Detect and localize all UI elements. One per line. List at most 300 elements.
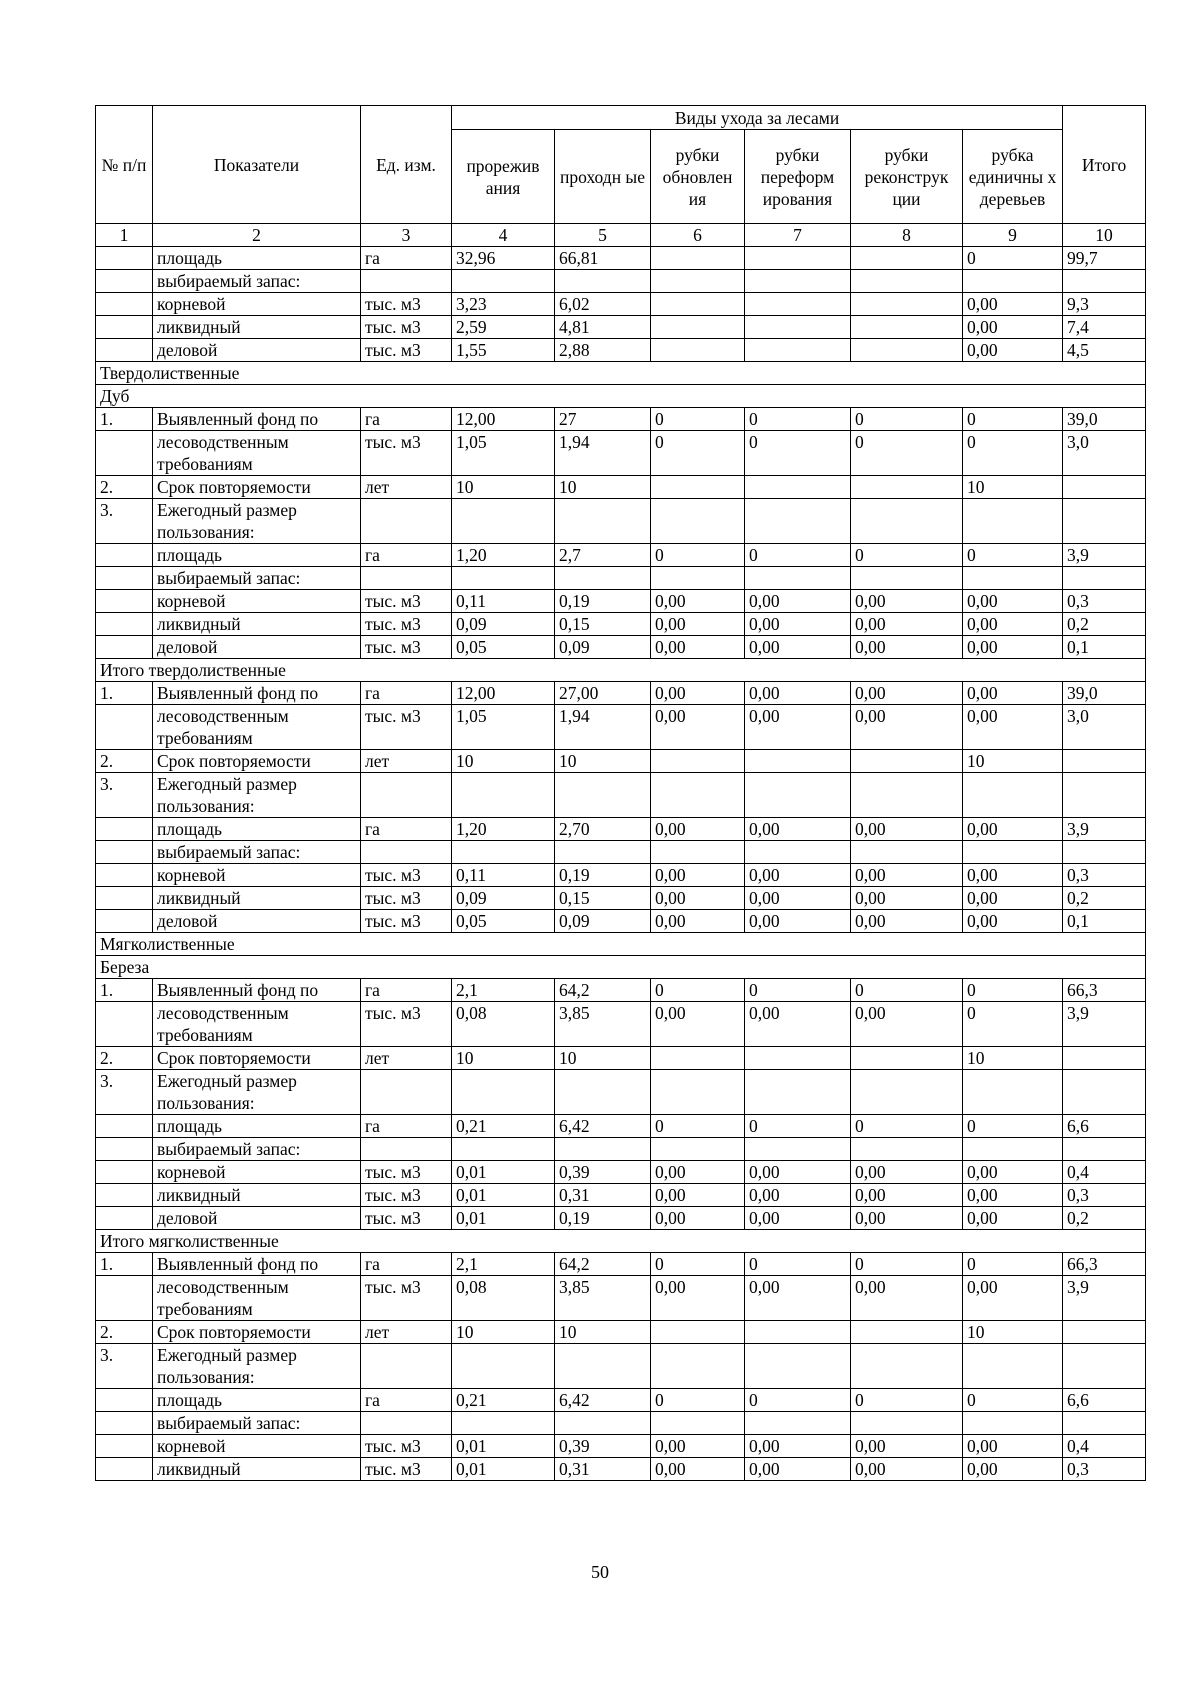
value-cell: 0,00 bbox=[745, 1207, 851, 1230]
row-number bbox=[96, 887, 153, 910]
row-number bbox=[96, 636, 153, 659]
unit-cell: тыс. м3 bbox=[361, 1458, 452, 1481]
value-cell: 0,09 bbox=[452, 613, 555, 636]
value-cell: 0 bbox=[851, 408, 963, 431]
table-row bbox=[96, 1070, 1146, 1115]
section-heading: Итого твердолиственные bbox=[96, 659, 1146, 682]
row-number: 1. bbox=[96, 408, 153, 431]
value-cell bbox=[555, 841, 651, 864]
indicator-label: корневой bbox=[153, 590, 361, 613]
indicator-label: Ежегодный размер пользования: bbox=[153, 499, 361, 544]
value-cell: 0 bbox=[963, 247, 1063, 270]
value-cell: 0,00 bbox=[851, 1002, 963, 1047]
value-cell bbox=[851, 293, 963, 316]
value-cell: 0,00 bbox=[745, 636, 851, 659]
indicator-label: лесоводственным требованиям bbox=[153, 705, 361, 750]
unit-cell: тыс. м3 bbox=[361, 705, 452, 750]
row-number bbox=[96, 270, 153, 293]
value-cell bbox=[555, 1070, 651, 1115]
value-cell: 0,15 bbox=[555, 887, 651, 910]
value-cell bbox=[651, 750, 745, 773]
value-cell: 0,01 bbox=[452, 1161, 555, 1184]
indicator-label: ликвидный bbox=[153, 887, 361, 910]
value-cell: 10 bbox=[963, 1321, 1063, 1344]
value-cell: 1,94 bbox=[555, 431, 651, 476]
value-cell: 2,7 bbox=[555, 544, 651, 567]
total-cell: 0,4 bbox=[1063, 1435, 1146, 1458]
value-cell: 1,05 bbox=[452, 705, 555, 750]
value-cell: 0,00 bbox=[745, 590, 851, 613]
indicator-label: выбираемый запас: bbox=[153, 270, 361, 293]
header-col-passing: проходн ые bbox=[555, 130, 651, 224]
value-cell bbox=[651, 841, 745, 864]
total-cell bbox=[1063, 567, 1146, 590]
value-cell: 3,85 bbox=[555, 1002, 651, 1047]
row-number bbox=[96, 841, 153, 864]
indicator-label: Срок повторяемости bbox=[153, 750, 361, 773]
table-row bbox=[96, 979, 1146, 1002]
value-cell: 0,00 bbox=[851, 682, 963, 705]
value-cell: 0,00 bbox=[651, 1161, 745, 1184]
unit-cell: га bbox=[361, 408, 452, 431]
value-cell bbox=[651, 270, 745, 293]
column-number: 3 bbox=[361, 224, 452, 247]
value-cell: 0 bbox=[963, 1115, 1063, 1138]
column-number: 6 bbox=[651, 224, 745, 247]
total-cell bbox=[1063, 1321, 1146, 1344]
unit-cell: лет bbox=[361, 476, 452, 499]
value-cell: 12,00 bbox=[452, 682, 555, 705]
row-number: 3. bbox=[96, 1070, 153, 1115]
unit-cell: тыс. м3 bbox=[361, 1002, 452, 1047]
value-cell bbox=[651, 476, 745, 499]
value-cell: 0,00 bbox=[745, 1435, 851, 1458]
value-cell: 0,00 bbox=[745, 864, 851, 887]
value-cell: 0,00 bbox=[851, 1276, 963, 1321]
value-cell: 0,00 bbox=[651, 1002, 745, 1047]
indicator-label: деловой bbox=[153, 910, 361, 933]
table-row bbox=[96, 567, 1146, 590]
indicator-label: ликвидный bbox=[153, 1458, 361, 1481]
total-cell: 0,2 bbox=[1063, 613, 1146, 636]
table-row bbox=[96, 1184, 1146, 1207]
total-cell bbox=[1063, 750, 1146, 773]
header-col-thinning: прорежив ания bbox=[452, 130, 555, 224]
value-cell: 6,42 bbox=[555, 1115, 651, 1138]
row-number: 3. bbox=[96, 499, 153, 544]
row-number: 3. bbox=[96, 773, 153, 818]
value-cell bbox=[745, 270, 851, 293]
value-cell: 6,42 bbox=[555, 1389, 651, 1412]
value-cell: 0,05 bbox=[452, 636, 555, 659]
table-row bbox=[96, 408, 1146, 431]
value-cell: 0,00 bbox=[963, 1458, 1063, 1481]
indicator-label: Срок повторяемости bbox=[153, 1047, 361, 1070]
value-cell: 0,00 bbox=[651, 613, 745, 636]
row-number bbox=[96, 247, 153, 270]
value-cell bbox=[651, 773, 745, 818]
row-number bbox=[96, 431, 153, 476]
column-number: 4 bbox=[452, 224, 555, 247]
value-cell bbox=[745, 773, 851, 818]
value-cell: 0,00 bbox=[651, 1435, 745, 1458]
value-cell: 0,39 bbox=[555, 1435, 651, 1458]
value-cell: 0,01 bbox=[452, 1207, 555, 1230]
indicator-label: корневой bbox=[153, 1161, 361, 1184]
value-cell bbox=[851, 750, 963, 773]
value-cell: 0 bbox=[963, 979, 1063, 1002]
table-row bbox=[96, 1435, 1146, 1458]
table-row bbox=[96, 1412, 1146, 1435]
row-number bbox=[96, 590, 153, 613]
value-cell bbox=[651, 247, 745, 270]
header-col-renewal: рубки обновлен ия bbox=[651, 130, 745, 224]
unit-cell: тыс. м3 bbox=[361, 339, 452, 362]
value-cell: 0,00 bbox=[651, 818, 745, 841]
table-row bbox=[96, 841, 1146, 864]
unit-cell: тыс. м3 bbox=[361, 636, 452, 659]
indicator-label: лесоводственным требованиям bbox=[153, 431, 361, 476]
value-cell bbox=[651, 1047, 745, 1070]
table-row bbox=[96, 590, 1146, 613]
row-number: 3. bbox=[96, 1344, 153, 1389]
value-cell: 0,00 bbox=[851, 705, 963, 750]
row-number bbox=[96, 818, 153, 841]
indicator-label: Срок повторяемости bbox=[153, 1321, 361, 1344]
unit-cell: тыс. м3 bbox=[361, 910, 452, 933]
value-cell: 1,55 bbox=[452, 339, 555, 362]
header-indicators: Показатели bbox=[153, 106, 361, 224]
row-number: 1. bbox=[96, 979, 153, 1002]
header-col-single-trees: рубка единичны х деревьев bbox=[963, 130, 1063, 224]
value-cell: 2,88 bbox=[555, 339, 651, 362]
value-cell: 2,1 bbox=[452, 1253, 555, 1276]
unit-cell: тыс. м3 bbox=[361, 613, 452, 636]
unit-cell: га bbox=[361, 247, 452, 270]
value-cell: 0,00 bbox=[651, 1276, 745, 1321]
section-heading: Мягколиственные bbox=[96, 933, 1146, 956]
table-row bbox=[96, 1161, 1146, 1184]
value-cell bbox=[745, 1070, 851, 1115]
header-total: Итого bbox=[1063, 106, 1146, 224]
value-cell: 0,00 bbox=[963, 682, 1063, 705]
value-cell: 0,21 bbox=[452, 1115, 555, 1138]
total-cell: 0,3 bbox=[1063, 1184, 1146, 1207]
value-cell: 0,00 bbox=[851, 1435, 963, 1458]
table-row bbox=[96, 476, 1146, 499]
forest-care-table bbox=[95, 105, 1146, 1481]
table-row bbox=[96, 1047, 1146, 1070]
value-cell: 0,00 bbox=[963, 1276, 1063, 1321]
value-cell bbox=[745, 841, 851, 864]
value-cell bbox=[963, 841, 1063, 864]
total-cell: 6,6 bbox=[1063, 1389, 1146, 1412]
value-cell: 0,09 bbox=[452, 887, 555, 910]
value-cell bbox=[745, 316, 851, 339]
indicator-label: деловой bbox=[153, 1207, 361, 1230]
unit-cell bbox=[361, 499, 452, 544]
unit-cell: га bbox=[361, 682, 452, 705]
value-cell: 10 bbox=[555, 750, 651, 773]
table-row bbox=[96, 750, 1146, 773]
value-cell: 3,23 bbox=[452, 293, 555, 316]
section-heading: Дуб bbox=[96, 385, 1146, 408]
value-cell bbox=[651, 1070, 745, 1115]
total-cell: 0,3 bbox=[1063, 1458, 1146, 1481]
total-cell: 0,2 bbox=[1063, 1207, 1146, 1230]
value-cell: 0,00 bbox=[851, 613, 963, 636]
section-heading: Береза bbox=[96, 956, 1146, 979]
indicator-label: площадь bbox=[153, 818, 361, 841]
indicator-label: выбираемый запас: bbox=[153, 1138, 361, 1161]
value-cell bbox=[851, 316, 963, 339]
indicator-label: Выявленный фонд по bbox=[153, 1253, 361, 1276]
unit-cell: тыс. м3 bbox=[361, 1276, 452, 1321]
value-cell: 0,08 bbox=[452, 1276, 555, 1321]
value-cell bbox=[555, 773, 651, 818]
header-col-reconstruction: рубки реконструк ции bbox=[851, 130, 963, 224]
total-cell: 0,4 bbox=[1063, 1161, 1146, 1184]
column-number-row bbox=[96, 224, 1146, 247]
value-cell: 0,00 bbox=[745, 1458, 851, 1481]
table-row bbox=[96, 316, 1146, 339]
value-cell: 0 bbox=[745, 1115, 851, 1138]
value-cell: 0 bbox=[651, 544, 745, 567]
value-cell bbox=[745, 1344, 851, 1389]
value-cell bbox=[555, 1138, 651, 1161]
total-cell: 0,1 bbox=[1063, 910, 1146, 933]
total-cell bbox=[1063, 1412, 1146, 1435]
value-cell: 0,01 bbox=[452, 1435, 555, 1458]
total-cell: 0,1 bbox=[1063, 636, 1146, 659]
table-row bbox=[96, 339, 1146, 362]
value-cell: 0,00 bbox=[851, 1184, 963, 1207]
value-cell: 0,00 bbox=[651, 636, 745, 659]
unit-cell bbox=[361, 1412, 452, 1435]
value-cell bbox=[851, 1344, 963, 1389]
column-number: 7 bbox=[745, 224, 851, 247]
unit-cell: тыс. м3 bbox=[361, 431, 452, 476]
value-cell: 0,39 bbox=[555, 1161, 651, 1184]
value-cell: 10 bbox=[963, 476, 1063, 499]
value-cell bbox=[851, 841, 963, 864]
column-number: 10 bbox=[1063, 224, 1146, 247]
value-cell bbox=[745, 1047, 851, 1070]
value-cell bbox=[963, 499, 1063, 544]
value-cell bbox=[851, 1047, 963, 1070]
value-cell: 0,00 bbox=[651, 1207, 745, 1230]
indicator-label: выбираемый запас: bbox=[153, 1412, 361, 1435]
value-cell: 0,00 bbox=[851, 887, 963, 910]
value-cell: 0,00 bbox=[851, 910, 963, 933]
total-cell: 0,3 bbox=[1063, 590, 1146, 613]
value-cell: 0,00 bbox=[963, 613, 1063, 636]
value-cell: 0,00 bbox=[851, 818, 963, 841]
unit-cell: лет bbox=[361, 750, 452, 773]
indicator-label: лесоводственным требованиям bbox=[153, 1276, 361, 1321]
unit-cell: тыс. м3 bbox=[361, 1435, 452, 1458]
unit-cell: тыс. м3 bbox=[361, 293, 452, 316]
value-cell bbox=[851, 270, 963, 293]
value-cell bbox=[851, 499, 963, 544]
section-row bbox=[96, 385, 1146, 408]
value-cell: 0 bbox=[745, 1389, 851, 1412]
section-row bbox=[96, 362, 1146, 385]
value-cell bbox=[651, 1321, 745, 1344]
total-cell: 3,9 bbox=[1063, 818, 1146, 841]
value-cell: 0,00 bbox=[651, 682, 745, 705]
value-cell bbox=[452, 773, 555, 818]
value-cell: 0 bbox=[651, 1253, 745, 1276]
value-cell: 0 bbox=[745, 544, 851, 567]
value-cell: 0,00 bbox=[851, 1161, 963, 1184]
value-cell bbox=[851, 567, 963, 590]
indicator-label: лесоводственным требованиям bbox=[153, 1002, 361, 1047]
row-number bbox=[96, 1161, 153, 1184]
unit-cell: тыс. м3 bbox=[361, 316, 452, 339]
indicator-label: Ежегодный размер пользования: bbox=[153, 773, 361, 818]
row-number: 2. bbox=[96, 750, 153, 773]
table-row bbox=[96, 1321, 1146, 1344]
value-cell: 10 bbox=[555, 476, 651, 499]
value-cell bbox=[963, 1412, 1063, 1435]
indicator-label: Выявленный фонд по bbox=[153, 979, 361, 1002]
unit-cell bbox=[361, 841, 452, 864]
header-care-types: Виды ухода за лесами bbox=[452, 106, 1063, 130]
value-cell bbox=[745, 476, 851, 499]
value-cell: 0 bbox=[963, 544, 1063, 567]
value-cell: 0,00 bbox=[963, 339, 1063, 362]
value-cell: 64,2 bbox=[555, 1253, 651, 1276]
row-number bbox=[96, 1389, 153, 1412]
table-row bbox=[96, 1138, 1146, 1161]
unit-cell: тыс. м3 bbox=[361, 590, 452, 613]
table-row bbox=[96, 636, 1146, 659]
value-cell: 0 bbox=[745, 408, 851, 431]
value-cell bbox=[555, 499, 651, 544]
value-cell: 0 bbox=[651, 431, 745, 476]
value-cell bbox=[963, 1070, 1063, 1115]
value-cell bbox=[851, 247, 963, 270]
unit-cell: га bbox=[361, 1253, 452, 1276]
table-row bbox=[96, 1002, 1146, 1047]
row-number bbox=[96, 613, 153, 636]
unit-cell bbox=[361, 773, 452, 818]
column-number: 1 bbox=[96, 224, 153, 247]
row-number bbox=[96, 1412, 153, 1435]
value-cell bbox=[555, 1412, 651, 1435]
unit-cell: лет bbox=[361, 1047, 452, 1070]
table-row bbox=[96, 818, 1146, 841]
value-cell: 10 bbox=[452, 750, 555, 773]
total-cell: 0,3 bbox=[1063, 864, 1146, 887]
table-row bbox=[96, 1389, 1146, 1412]
value-cell bbox=[851, 476, 963, 499]
unit-cell: лет bbox=[361, 1321, 452, 1344]
unit-cell bbox=[361, 1138, 452, 1161]
value-cell bbox=[651, 1138, 745, 1161]
column-number: 2 bbox=[153, 224, 361, 247]
section-heading: Твердолиственные bbox=[96, 362, 1146, 385]
value-cell: 66,81 bbox=[555, 247, 651, 270]
value-cell: 0 bbox=[651, 1115, 745, 1138]
table-row bbox=[96, 910, 1146, 933]
indicator-label: Срок повторяемости bbox=[153, 476, 361, 499]
value-cell: 0,00 bbox=[963, 636, 1063, 659]
value-cell bbox=[651, 1412, 745, 1435]
header-col-reformation: рубки переформ ирования bbox=[745, 130, 851, 224]
value-cell: 0 bbox=[851, 544, 963, 567]
value-cell bbox=[452, 567, 555, 590]
total-cell: 3,0 bbox=[1063, 705, 1146, 750]
value-cell bbox=[651, 567, 745, 590]
row-number: 2. bbox=[96, 1321, 153, 1344]
indicator-label: ликвидный bbox=[153, 316, 361, 339]
value-cell: 4,81 bbox=[555, 316, 651, 339]
total-cell: 7,4 bbox=[1063, 316, 1146, 339]
unit-cell bbox=[361, 1344, 452, 1389]
total-cell bbox=[1063, 476, 1146, 499]
row-number bbox=[96, 1435, 153, 1458]
total-cell: 6,6 bbox=[1063, 1115, 1146, 1138]
unit-cell: га bbox=[361, 979, 452, 1002]
total-cell: 9,3 bbox=[1063, 293, 1146, 316]
total-cell: 39,0 bbox=[1063, 682, 1146, 705]
total-cell bbox=[1063, 1138, 1146, 1161]
value-cell: 2,1 bbox=[452, 979, 555, 1002]
indicator-label: ликвидный bbox=[153, 1184, 361, 1207]
value-cell: 10 bbox=[555, 1047, 651, 1070]
value-cell: 0 bbox=[745, 979, 851, 1002]
indicator-label: площадь bbox=[153, 1115, 361, 1138]
unit-cell: га bbox=[361, 1389, 452, 1412]
value-cell: 0,11 bbox=[452, 590, 555, 613]
section-heading: Итого мягколиственные bbox=[96, 1230, 1146, 1253]
value-cell bbox=[963, 567, 1063, 590]
indicator-label: Выявленный фонд по bbox=[153, 682, 361, 705]
value-cell: 1,20 bbox=[452, 818, 555, 841]
value-cell bbox=[745, 339, 851, 362]
value-cell: 0,00 bbox=[963, 705, 1063, 750]
value-cell: 0,00 bbox=[651, 887, 745, 910]
unit-cell bbox=[361, 270, 452, 293]
row-number bbox=[96, 1458, 153, 1481]
value-cell: 0,00 bbox=[963, 1207, 1063, 1230]
value-cell: 0 bbox=[963, 408, 1063, 431]
value-cell: 0 bbox=[963, 1002, 1063, 1047]
value-cell: 2,70 bbox=[555, 818, 651, 841]
indicator-label: корневой bbox=[153, 293, 361, 316]
unit-cell: тыс. м3 bbox=[361, 864, 452, 887]
value-cell: 12,00 bbox=[452, 408, 555, 431]
value-cell: 0 bbox=[651, 979, 745, 1002]
total-cell: 66,3 bbox=[1063, 1253, 1146, 1276]
value-cell: 0,00 bbox=[851, 864, 963, 887]
row-number: 2. bbox=[96, 476, 153, 499]
value-cell: 0 bbox=[745, 1253, 851, 1276]
row-number bbox=[96, 567, 153, 590]
value-cell bbox=[745, 750, 851, 773]
value-cell: 0,19 bbox=[555, 864, 651, 887]
value-cell: 0,00 bbox=[745, 818, 851, 841]
row-number: 1. bbox=[96, 1253, 153, 1276]
column-number: 5 bbox=[555, 224, 651, 247]
row-number bbox=[96, 705, 153, 750]
indicator-label: ликвидный bbox=[153, 613, 361, 636]
table-row bbox=[96, 431, 1146, 476]
value-cell: 0,11 bbox=[452, 864, 555, 887]
total-cell: 4,5 bbox=[1063, 339, 1146, 362]
